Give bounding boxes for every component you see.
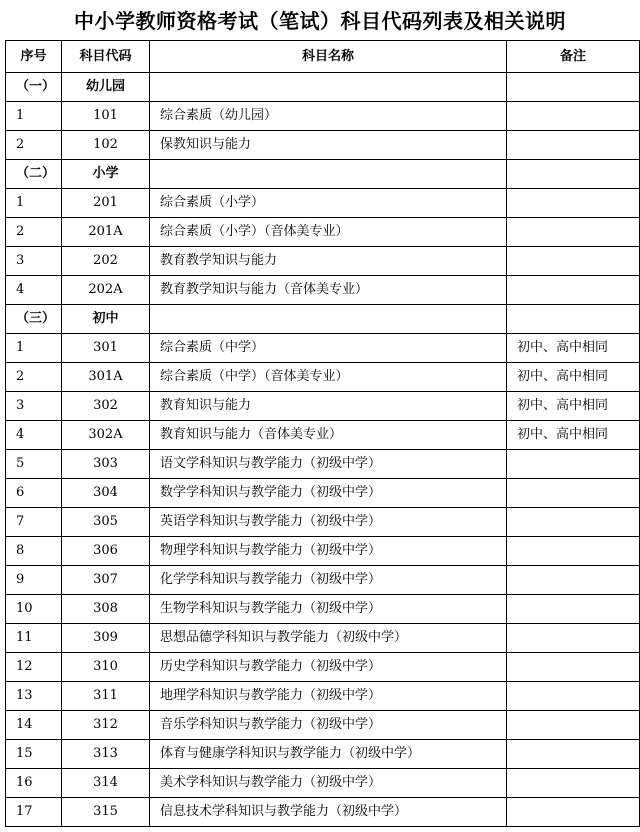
cell-name: 教育知识与能力（音体美专业）	[150, 421, 507, 450]
cell-code: 初中	[62, 305, 150, 334]
cell-name: 物理学科知识与教学能力（初级中学）	[150, 537, 507, 566]
cell-no: 2	[6, 218, 62, 247]
cell-code: 303	[62, 450, 150, 479]
cell-code: 313	[62, 740, 150, 769]
cell-name: 综合素质（幼儿园）	[150, 102, 507, 131]
table-row	[6, 740, 640, 769]
cell-name: 体育与健康学科知识与教学能力（初级中学）	[150, 740, 507, 769]
cell-no: 5	[6, 450, 62, 479]
cell-no: （三）	[6, 305, 62, 334]
cell-name: 数学学科知识与教学能力（初级中学）	[150, 479, 507, 508]
table-row	[6, 276, 640, 305]
cell-code: 305	[62, 508, 150, 537]
cell-name: 教育教学知识与能力	[150, 247, 507, 276]
cell-note	[507, 479, 640, 508]
cell-note	[507, 566, 640, 595]
table-row	[6, 537, 640, 566]
cell-note	[507, 508, 640, 537]
table-row	[6, 798, 640, 827]
cell-code: 312	[62, 711, 150, 740]
cell-code: 301A	[62, 363, 150, 392]
cell-code: 302	[62, 392, 150, 421]
table-body	[6, 73, 640, 827]
cell-code: 202A	[62, 276, 150, 305]
table-row	[6, 595, 640, 624]
cell-no: 6	[6, 479, 62, 508]
cell-note	[507, 247, 640, 276]
cell-note	[507, 73, 640, 102]
table-row	[6, 363, 640, 392]
cell-note	[507, 537, 640, 566]
table-row	[6, 102, 640, 131]
cell-note	[507, 160, 640, 189]
cell-note	[507, 189, 640, 218]
table-row	[6, 218, 640, 247]
cell-note	[507, 218, 640, 247]
cell-no: 11	[6, 624, 62, 653]
cell-no: 16	[6, 769, 62, 798]
cell-note	[507, 450, 640, 479]
table-row	[6, 247, 640, 276]
cell-code: 314	[62, 769, 150, 798]
cell-code: 201A	[62, 218, 150, 247]
cell-note	[507, 740, 640, 769]
cell-name: 美术学科知识与教学能力（初级中学）	[150, 769, 507, 798]
cell-note	[507, 102, 640, 131]
cell-code: 301	[62, 334, 150, 363]
cell-name: 英语学科知识与教学能力（初级中学）	[150, 508, 507, 537]
cell-code: 幼儿园	[62, 73, 150, 102]
cell-code: 309	[62, 624, 150, 653]
cell-no: 15	[6, 740, 62, 769]
cell-name	[150, 305, 507, 334]
cell-note: 初中、高中相同	[507, 363, 640, 392]
cell-no: 1	[6, 102, 62, 131]
table-row	[6, 479, 640, 508]
cell-name: 综合素质（中学）（音体美专业）	[150, 363, 507, 392]
cell-note	[507, 653, 640, 682]
table-row	[6, 624, 640, 653]
cell-no: 2	[6, 363, 62, 392]
cell-name: 教育教学知识与能力（音体美专业）	[150, 276, 507, 305]
cell-no: 7	[6, 508, 62, 537]
cell-code: 304	[62, 479, 150, 508]
cell-name: 音乐学科知识与教学能力（初级中学）	[150, 711, 507, 740]
cell-no: 9	[6, 566, 62, 595]
cell-name: 信息技术学科知识与教学能力（初级中学）	[150, 798, 507, 827]
cell-note	[507, 769, 640, 798]
table-header-row	[6, 41, 640, 73]
cell-note	[507, 595, 640, 624]
cell-code: 101	[62, 102, 150, 131]
cell-name: 综合素质（小学）（音体美专业）	[150, 218, 507, 247]
table-row	[6, 334, 640, 363]
cell-code: 315	[62, 798, 150, 827]
table-row	[6, 508, 640, 537]
cell-name: 生物学科知识与教学能力（初级中学）	[150, 595, 507, 624]
cell-code: 小学	[62, 160, 150, 189]
cell-no: 14	[6, 711, 62, 740]
section-row	[6, 160, 640, 189]
table-row	[6, 711, 640, 740]
header-note: 备注	[507, 41, 640, 73]
cell-code: 311	[62, 682, 150, 711]
section-row	[6, 305, 640, 334]
section-row	[6, 73, 640, 102]
cell-name: 综合素质（小学）	[150, 189, 507, 218]
cell-code: 310	[62, 653, 150, 682]
cell-note	[507, 682, 640, 711]
cell-code: 308	[62, 595, 150, 624]
cell-no: 10	[6, 595, 62, 624]
cell-name: 地理学科知识与教学能力（初级中学）	[150, 682, 507, 711]
header-no: 序号	[6, 41, 62, 73]
cell-name: 保教知识与能力	[150, 131, 507, 160]
cell-name: 综合素质（中学）	[150, 334, 507, 363]
cell-name: 化学学科知识与教学能力（初级中学）	[150, 566, 507, 595]
cell-no: （二）	[6, 160, 62, 189]
cell-no: 1	[6, 334, 62, 363]
table-row	[6, 392, 640, 421]
cell-code: 102	[62, 131, 150, 160]
cell-no: （一）	[6, 73, 62, 102]
table-row	[6, 682, 640, 711]
cell-no: 2	[6, 131, 62, 160]
page-title: 中小学教师资格考试（笔试）科目代码列表及相关说明	[74, 9, 566, 33]
header-code: 科目代码	[62, 41, 150, 73]
cell-note: 初中、高中相同	[507, 334, 640, 363]
cell-name: 教育知识与能力	[150, 392, 507, 421]
cell-no: 1	[6, 189, 62, 218]
cell-note	[507, 276, 640, 305]
subject-code-table	[5, 40, 640, 827]
table-row	[6, 189, 640, 218]
cell-no: 8	[6, 537, 62, 566]
cell-no: 12	[6, 653, 62, 682]
cell-code: 201	[62, 189, 150, 218]
cell-note: 初中、高中相同	[507, 421, 640, 450]
header-name: 科目名称	[150, 41, 507, 73]
cell-no: 13	[6, 682, 62, 711]
cell-no: 4	[6, 421, 62, 450]
cell-note	[507, 305, 640, 334]
cell-no: 17	[6, 798, 62, 827]
cell-no: 4	[6, 276, 62, 305]
cell-note: 初中、高中相同	[507, 392, 640, 421]
cell-note	[507, 131, 640, 160]
cell-code: 302A	[62, 421, 150, 450]
cell-name	[150, 160, 507, 189]
table-row	[6, 566, 640, 595]
table-row	[6, 769, 640, 798]
cell-name: 语文学科知识与教学能力（初级中学）	[150, 450, 507, 479]
cell-note	[507, 798, 640, 827]
table-row	[6, 653, 640, 682]
table-row	[6, 131, 640, 160]
table-row	[6, 421, 640, 450]
cell-name	[150, 73, 507, 102]
cell-note	[507, 624, 640, 653]
table-row	[6, 450, 640, 479]
cell-no: 3	[6, 392, 62, 421]
cell-code: 202	[62, 247, 150, 276]
cell-code: 307	[62, 566, 150, 595]
cell-no: 3	[6, 247, 62, 276]
cell-code: 306	[62, 537, 150, 566]
cell-name: 思想品德学科知识与教学能力（初级中学）	[150, 624, 507, 653]
cell-note	[507, 711, 640, 740]
cell-name: 历史学科知识与教学能力（初级中学）	[150, 653, 507, 682]
